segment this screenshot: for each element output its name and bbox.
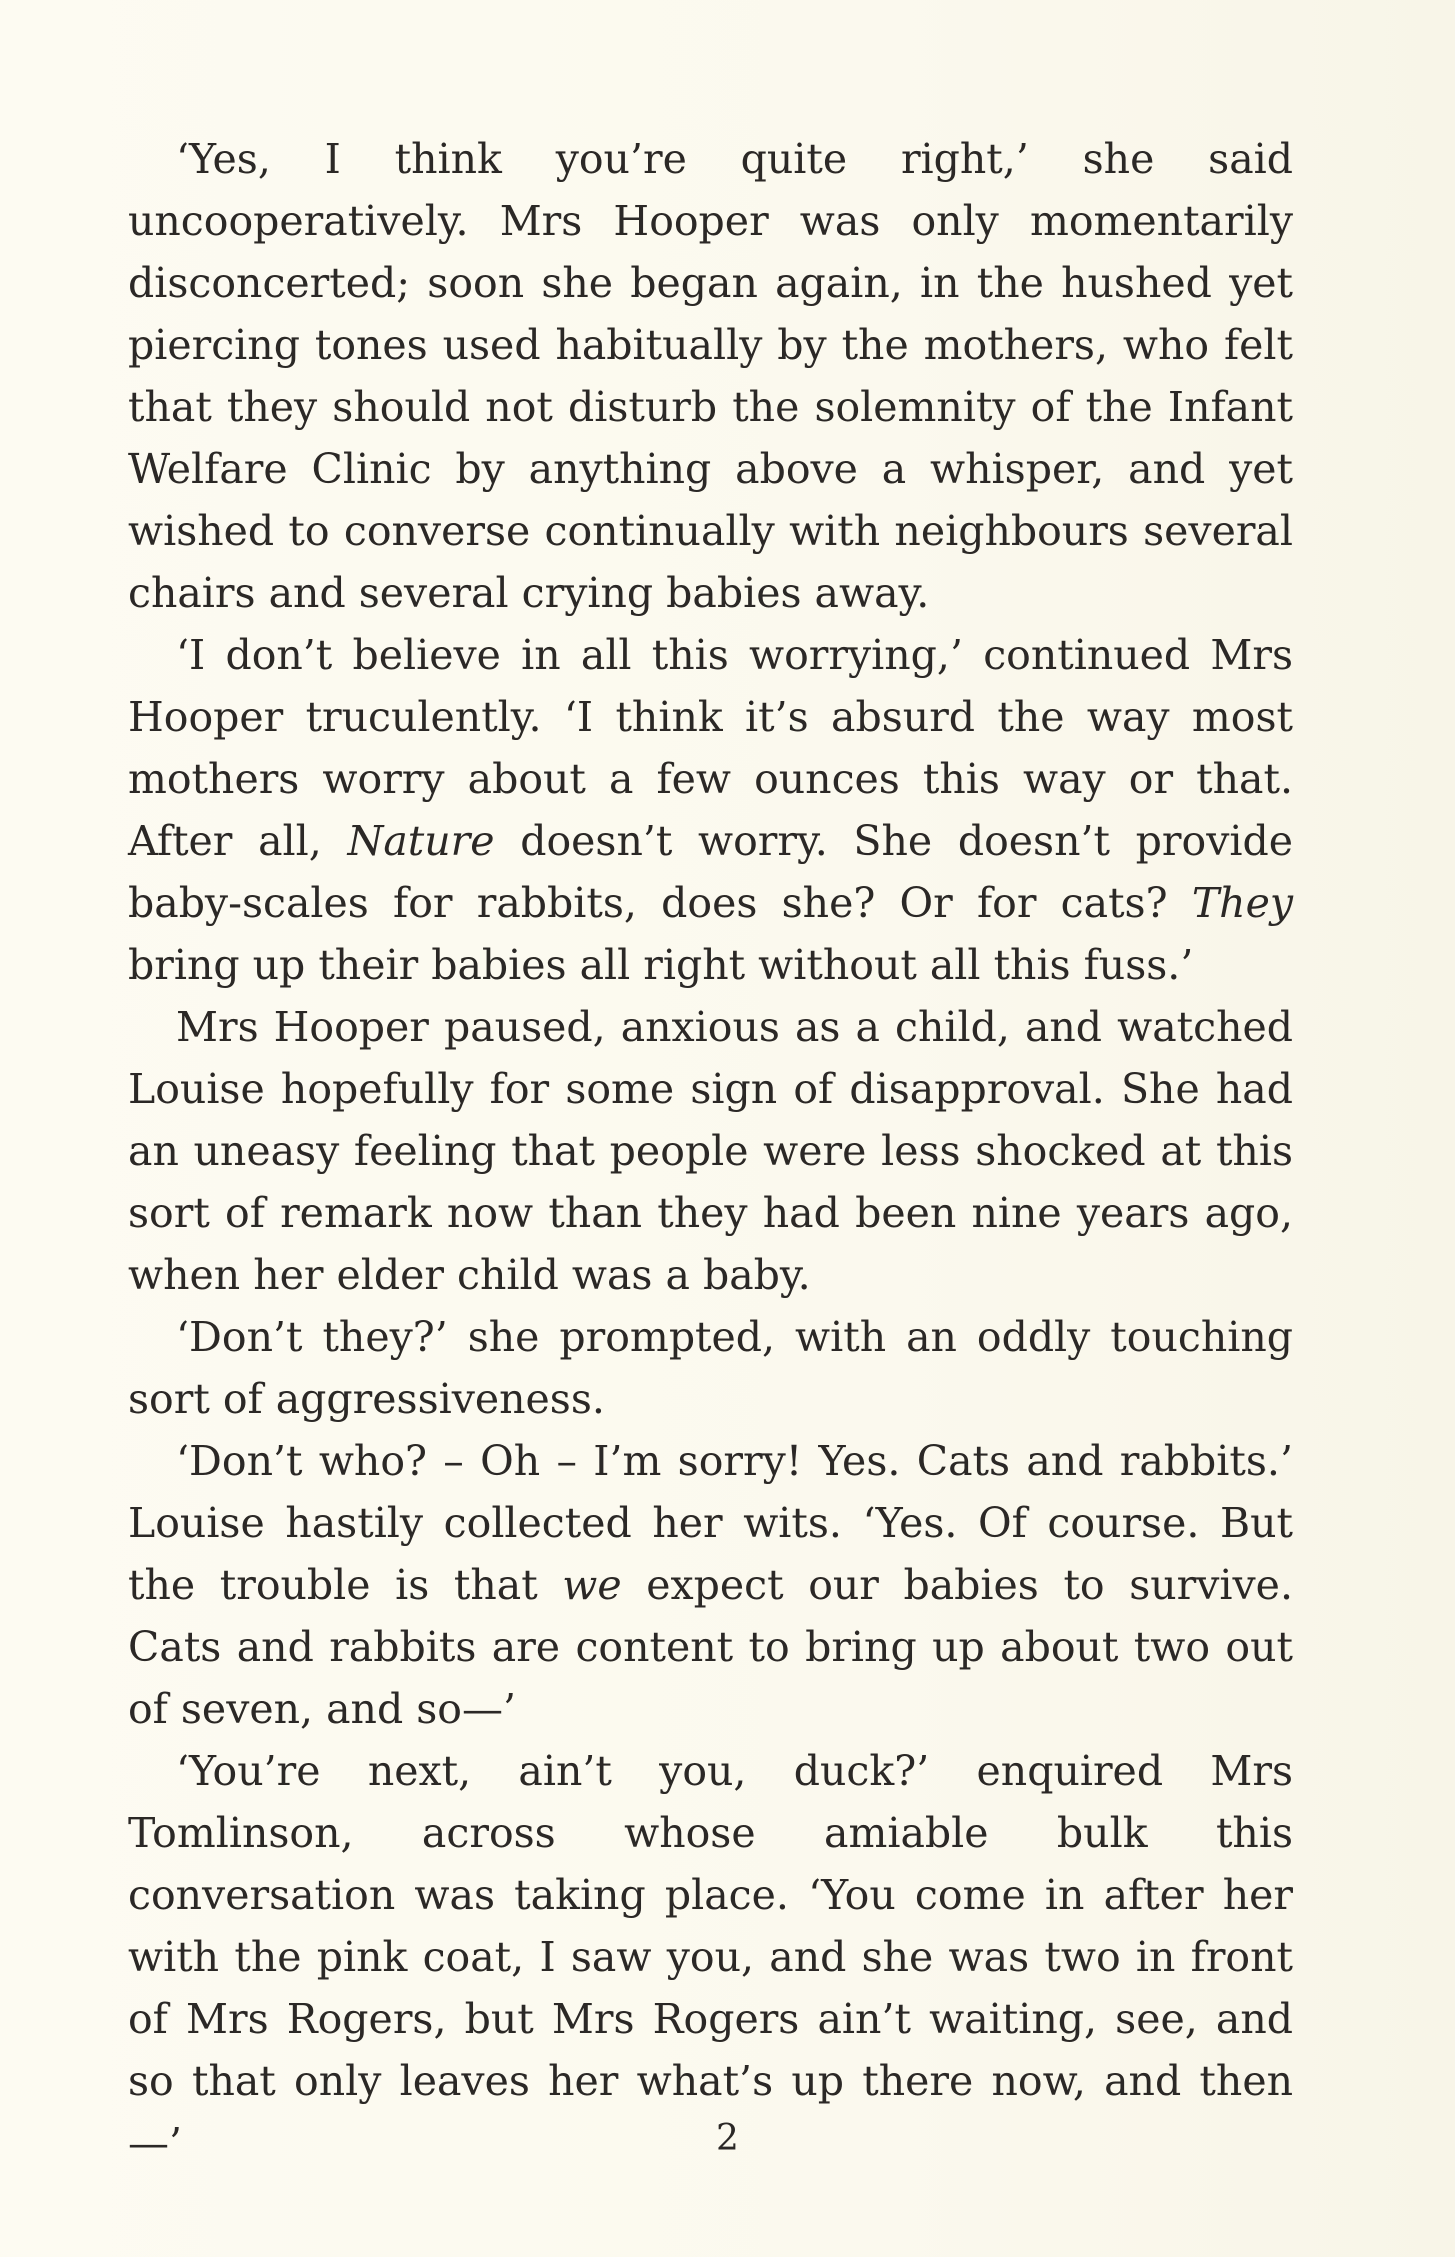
page-number: 2 xyxy=(716,2118,739,2159)
text-run: ‘Don’t who? – Oh – I’m sorry! Yes. Cats and rabbits.’ Louise hastily collected her wits. ‘Yes. Of course. But the trouble is that xyxy=(128,1437,1293,1609)
italic-text: Nature xyxy=(347,817,495,865)
paragraph xyxy=(128,624,1293,996)
text-run: ‘Don’t they?’ she prompted, with an oddly touching sort of aggressiveness. xyxy=(128,1313,1293,1423)
paragraph xyxy=(128,996,1293,1306)
text-run: ‘I don’t believe in all this worrying,’ continued Mrs Hooper truculently. ‘I think it’s absurd the way most mothers worry about a few ounces this way or that. After all, xyxy=(128,631,1293,865)
paragraph xyxy=(128,1430,1293,1740)
text-run: ‘You’re next, ain’t you, duck?’ enquired Mrs Tomlinson, across whose amiable bulk this conversation was taking place. ‘You come in after her with the pink coat, I saw you, and she was two in front of Mrs Rogers, but Mrs Rogers ain’t waiting, see, and so that only leaves her what’s up there now, and then—’ xyxy=(128,1747,1293,2167)
text-run: Mrs Hooper paused, anxious as a child, and watched Louise hopefully for some sign of disapproval. She had an uneasy feeling that people were less shocked at this sort of remark now than they had been nine years ago, when her elder child was a baby. xyxy=(128,1003,1293,1299)
body-text xyxy=(128,128,1293,2174)
text-run: doesn’t worry. She doesn’t provide baby-scales for rabbits, does she? Or for cats? xyxy=(128,817,1293,927)
text-run: expect our babies to survive. Cats and rabbits are content to bring up about two out of seven, and so—’ xyxy=(128,1561,1293,1733)
paragraph xyxy=(128,1740,1293,2174)
paragraph xyxy=(128,1306,1293,1430)
text-run: ‘Yes, I think you’re quite right,’ she said uncooperatively. Mrs Hooper was only momentarily disconcerted; soon she began again, in the hushed yet piercing tones used habitually by the mothers, who felt that they should not disturb the solemnity of the Infant Welfare Clinic by anything above a whisper, and yet wished to converse continually with neighbours several chairs and several crying babies away. xyxy=(128,135,1293,617)
paragraph xyxy=(128,128,1293,624)
italic-text: They xyxy=(1191,879,1293,927)
text-run: bring up their babies all right without all this fuss.’ xyxy=(128,941,1194,989)
italic-text: we xyxy=(562,1561,622,1609)
